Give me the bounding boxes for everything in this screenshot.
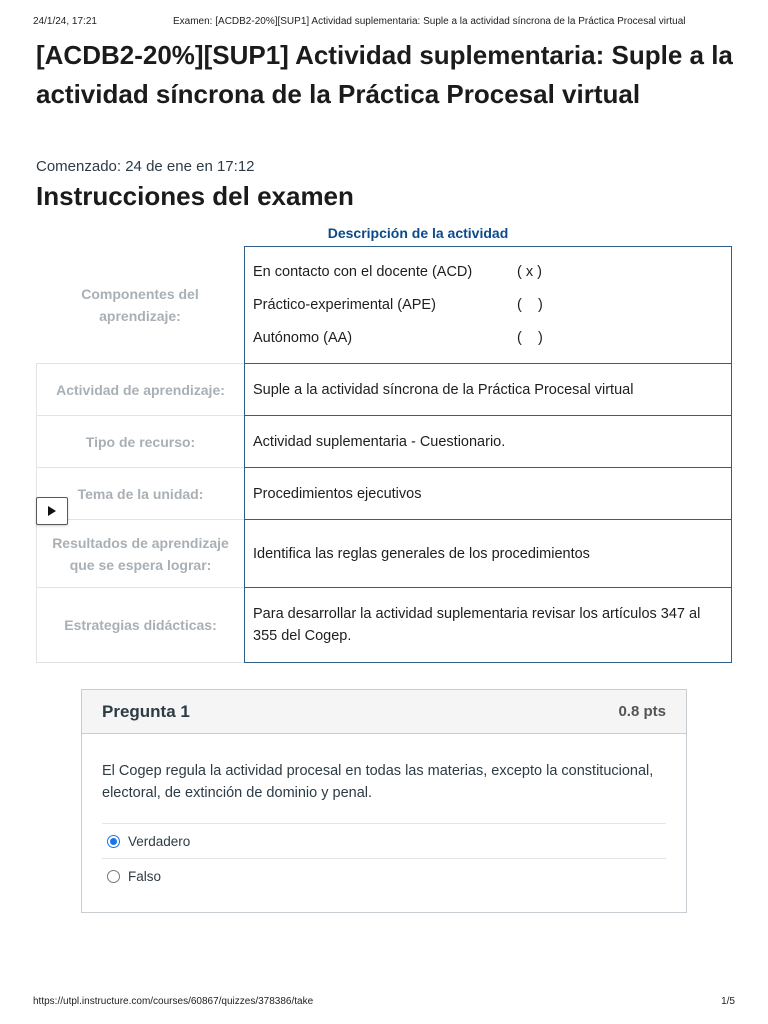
radio-unselected-icon[interactable]	[107, 870, 120, 883]
component-line	[253, 294, 543, 316]
activity-value: Suple a la actividad síncrona de la Práctica Procesal virtual	[244, 364, 732, 416]
activity-label: Actividad de aprendizaje:	[36, 364, 244, 416]
play-button[interactable]	[36, 497, 68, 525]
component-name: Práctico-experimental (APE)	[253, 297, 436, 313]
play-icon	[47, 505, 57, 517]
resource-label: Tipo de recurso:	[36, 416, 244, 468]
section-title: Instrucciones del examen	[36, 181, 354, 211]
radio-selected-icon[interactable]	[107, 835, 120, 848]
question-name: Pregunta 1	[102, 701, 190, 721]
answer-list	[102, 823, 666, 893]
question-points: 0.8 pts	[618, 703, 666, 720]
component-line	[253, 261, 543, 283]
component-mark: ( )	[517, 297, 543, 313]
page-title: [ACDB2-20%][SUP1] Actividad suplementaria: Suple a la actividad síncrona de la Práctica Procesal virtual	[36, 40, 733, 109]
question-header	[82, 690, 686, 734]
print-datetime: 24/1/24, 17:21	[33, 16, 97, 27]
component-name: En contacto con el docente (ACD)	[253, 264, 473, 280]
activity-description-table	[36, 246, 732, 663]
answer-label: Verdadero	[128, 833, 191, 849]
component-mark: ( x )	[517, 264, 542, 280]
results-label: Resultados de aprendizaje que se espera lograr:	[36, 520, 244, 588]
print-doc-title: Examen: [ACDB2-20%][SUP1] Actividad suplementaria: Suple a la actividad síncrona de la Práctica Procesal virtual	[173, 16, 686, 27]
table-row	[36, 246, 732, 364]
table-row	[36, 588, 732, 663]
components-value	[244, 246, 732, 364]
topic-value: Procedimientos ejecutivos	[244, 468, 732, 520]
topic-label: Tema de la unidad:	[36, 468, 244, 520]
answer-label: Falso	[128, 868, 162, 884]
question-body	[82, 734, 686, 893]
component-line	[253, 327, 543, 349]
question-card	[81, 689, 687, 913]
description-heading: Descripción de la actividad	[327, 225, 509, 241]
answer-option-falso[interactable]	[102, 858, 666, 893]
results-value: Identifica las reglas generales de los procedimientos	[244, 520, 732, 588]
print-url: https://utpl.instructure.com/courses/60867/quizzes/378386/take	[33, 996, 314, 1007]
table-row	[36, 364, 732, 416]
resource-value: Actividad suplementaria - Cuestionario.	[244, 416, 732, 468]
print-page-number: 1/5	[721, 996, 735, 1007]
strategies-value: Para desarrollar la actividad suplementaria revisar los artículos 347 al 355 del Cogep.	[244, 588, 732, 663]
components-label: Componentes del aprendizaje:	[36, 246, 244, 364]
component-mark: ( )	[517, 330, 543, 346]
strategies-label: Estrategias didácticas:	[36, 588, 244, 663]
table-row	[36, 520, 732, 588]
print-header	[33, 16, 735, 30]
started-timestamp: Comenzado: 24 de ene en 17:12	[36, 158, 255, 175]
table-row	[36, 468, 732, 520]
answer-option-verdadero[interactable]	[102, 823, 666, 858]
question-text: El Cogep regula la actividad procesal en todas las materias, excepto la constitucional, electoral, de extinción de dominio y penal.	[102, 763, 654, 801]
print-footer	[33, 996, 735, 1008]
component-name: Autónomo (AA)	[253, 330, 353, 346]
table-row	[36, 416, 732, 468]
